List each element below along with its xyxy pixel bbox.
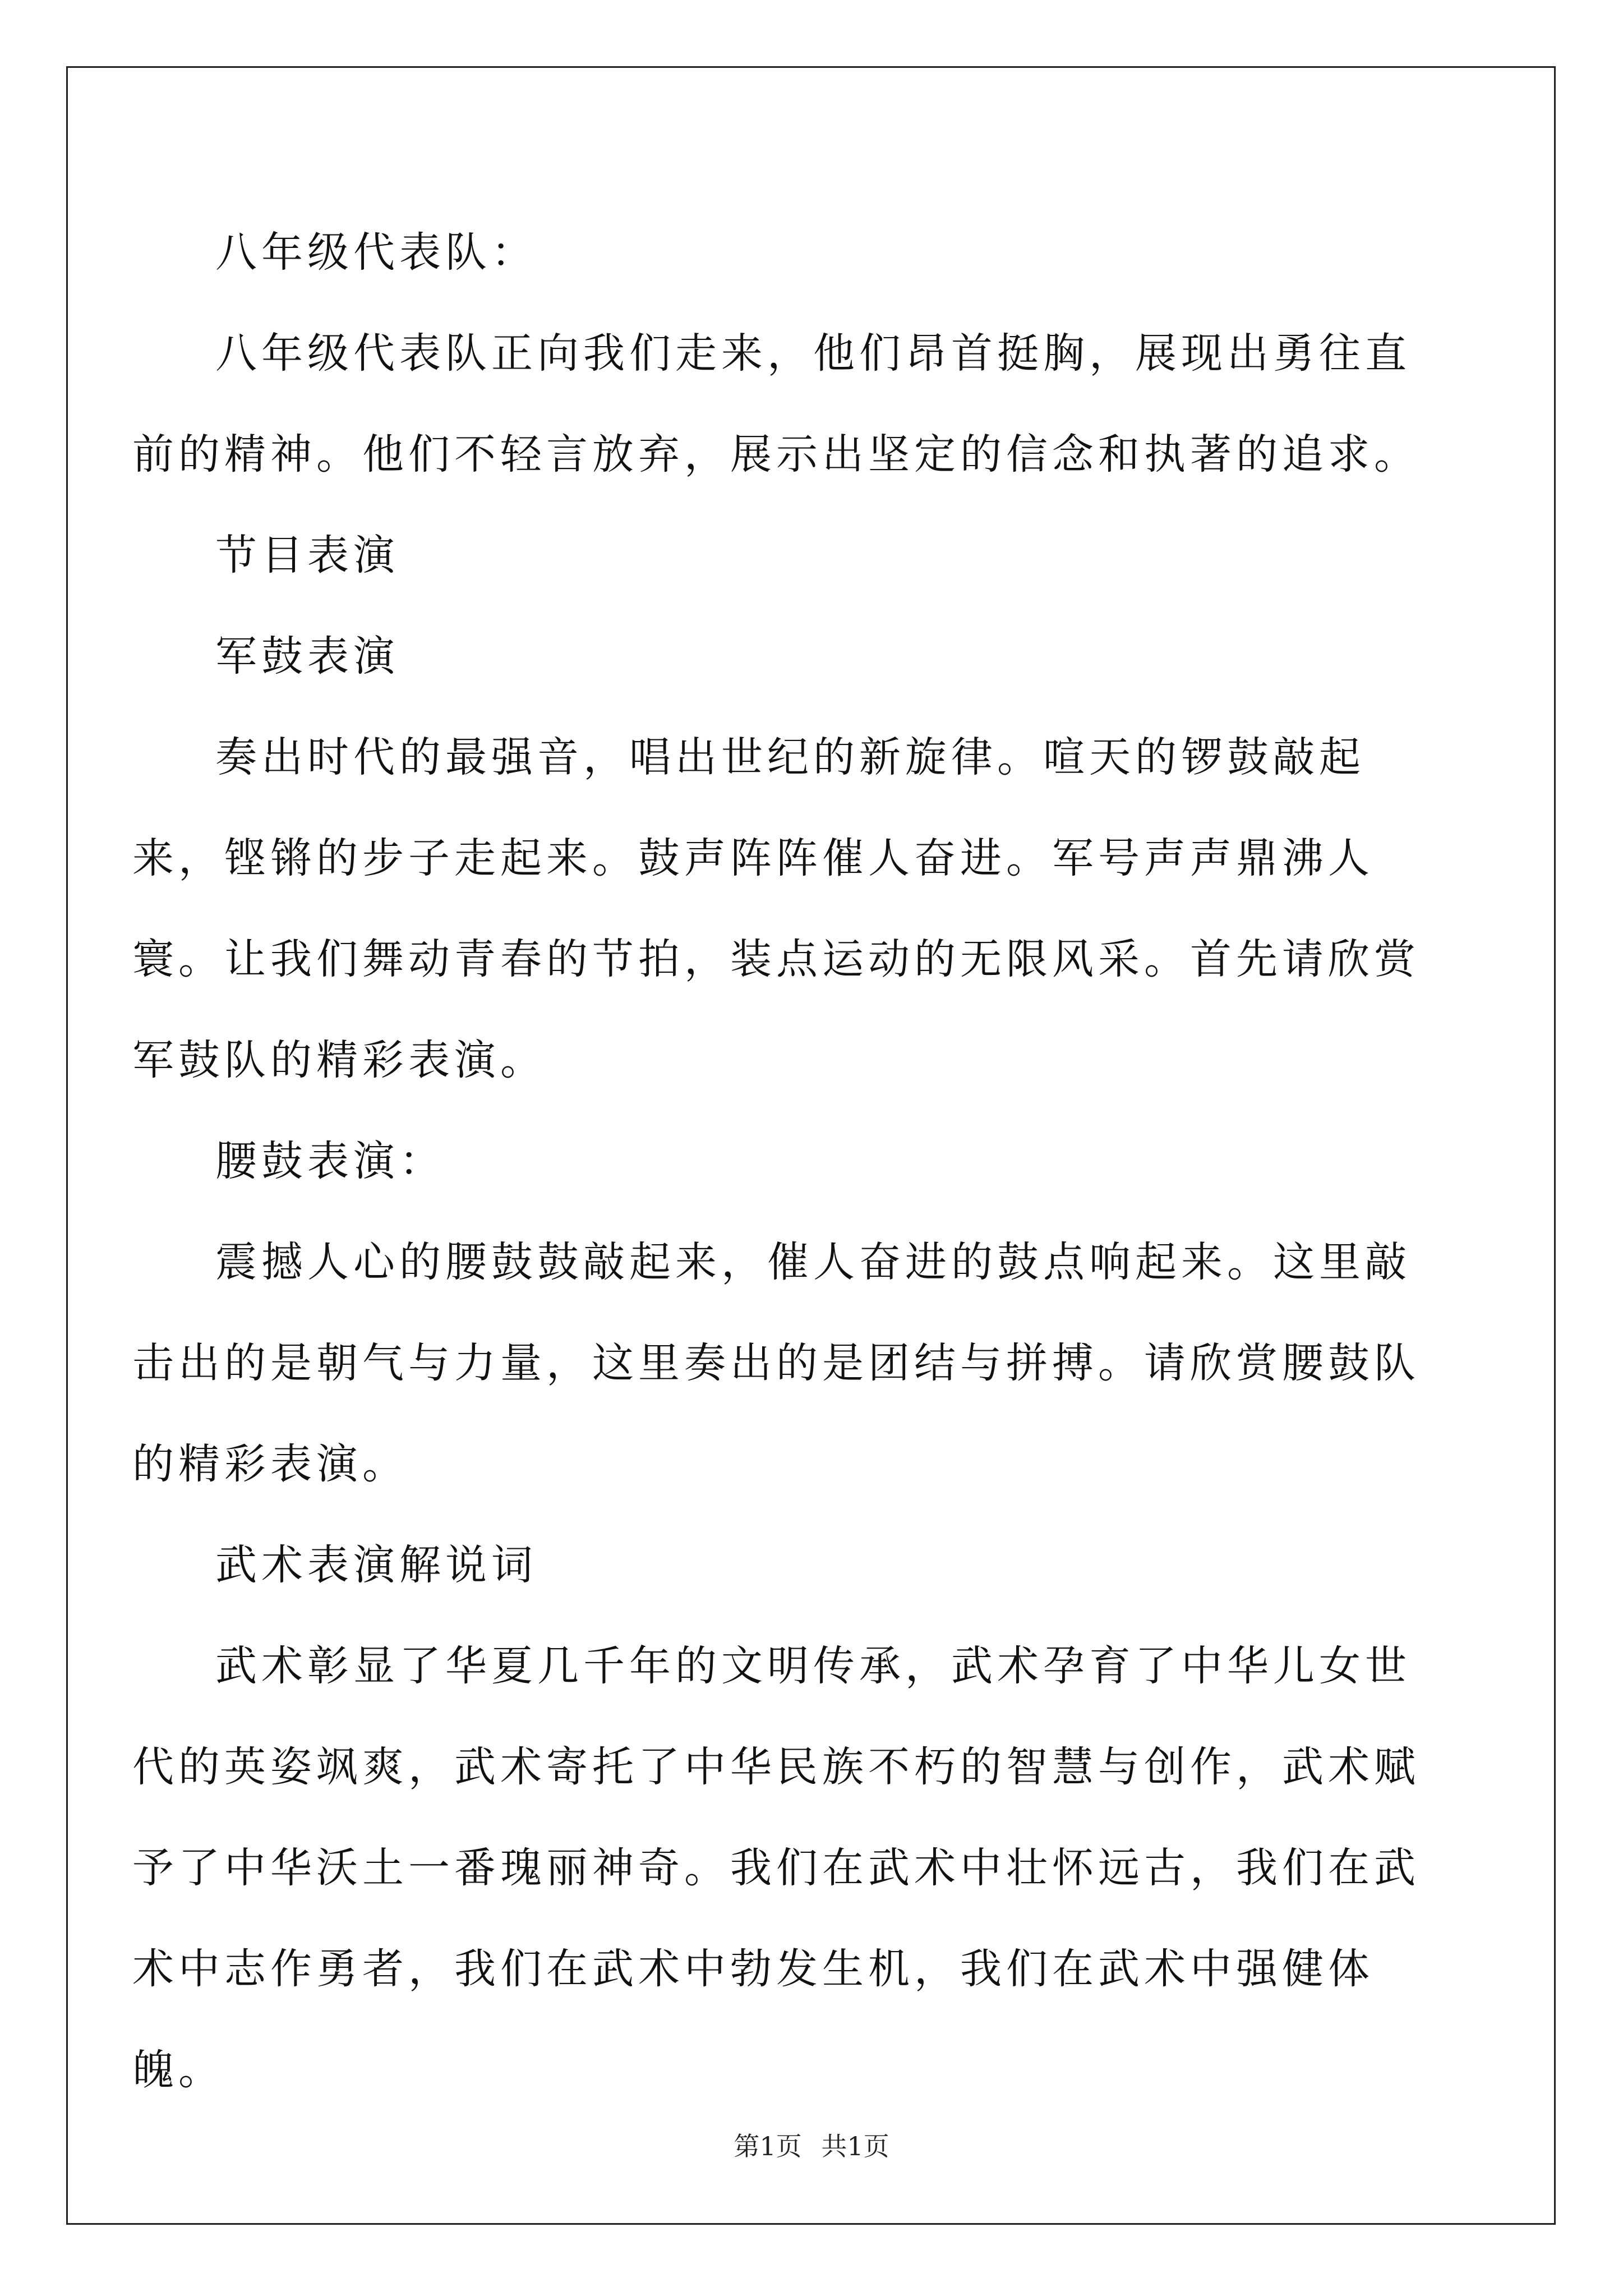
paragraph-grade8: 八年级代表队正向我们走来，他们昂首挺胸，展现出勇往直前的精神。他们不轻言放弃，展示出坚定的信念和执著的追求。 [132,329,1420,478]
paragraph-martial-arts: 武术彰显了华夏几千年的文明传承，武术孕育了中华儿女世代的英姿飒爽，武术寄托了中华民族不朽的智慧与创作，武术赋予了中华沃土一番瑰丽神奇。我们在武术中壮怀远古，我们在武术中志作勇者，我们在武术中勃发生机，我们在武术中强健体魄。 [132,1642,1420,2094]
section-heading-waist-drum: 腰鼓表演： [215,1137,445,1185]
section-heading-grade8: 八年级代表队： [215,228,537,277]
document-body [132,202,1426,2120]
page-footer [0,2126,1623,2163]
paragraph-military-drum: 奏出时代的最强音，唱出世纪的新旋律。喧天的锣鼓敲起来，铿锵的步子走起来。鼓声阵阵催人奋进。军号声声鼎沸人寰。让我们舞动青春的节拍，装点运动的无限风采。首先请欣赏军鼓队的精彩表演。 [132,733,1420,1084]
section-heading-military-drum: 军鼓表演 [215,632,399,680]
section-heading-martial-arts: 武术表演解说词 [215,1541,537,1589]
paragraph-waist-drum: 震撼人心的腰鼓鼓敲起来，催人奋进的鼓点响起来。这里敲击出的是朝气与力量，这里奏出的是团结与拼搏。请欣赏腰鼓队的精彩表演。 [132,1238,1420,1488]
section-heading-program: 节目表演 [215,531,399,579]
page-total: 共1页 [821,2131,889,2161]
page-number: 第1页 [734,2131,802,2161]
